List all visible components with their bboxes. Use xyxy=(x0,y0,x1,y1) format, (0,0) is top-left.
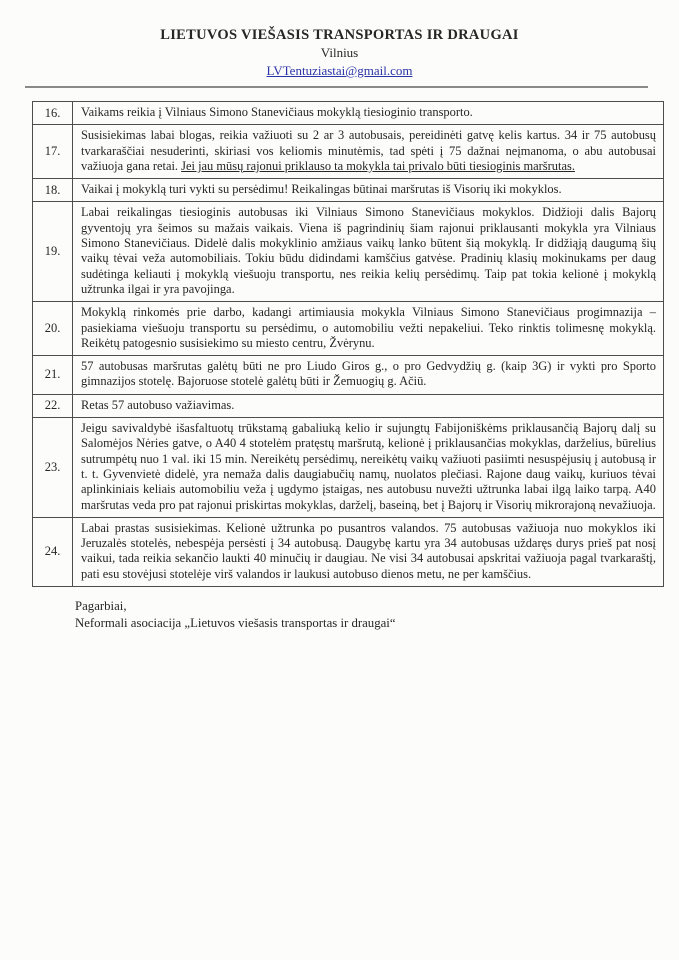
table-row xyxy=(33,418,664,518)
row-text-cell xyxy=(73,125,664,179)
row-text-cell xyxy=(73,102,664,125)
signature-block xyxy=(75,598,679,632)
document-header xyxy=(0,0,679,79)
document-subtitle: Vilnius xyxy=(320,45,359,60)
row-text-cell xyxy=(73,517,664,586)
row-number-cell: 24. xyxy=(33,517,73,586)
row-number-cell: 18. xyxy=(33,179,73,202)
row-number-cell: 22. xyxy=(33,394,73,417)
table-row xyxy=(33,102,664,125)
row-number-cell: 16. xyxy=(33,102,73,125)
row-text-cell xyxy=(73,418,664,518)
text-segment: Vaikams reikia į Vilniaus Simono Stanevičiaus mokyklą tiesioginio transporto. xyxy=(81,105,473,119)
row-number-cell: 17. xyxy=(33,125,73,179)
row-text-cell xyxy=(73,302,664,356)
email-link[interactable]: LVTentuziastai@gmail.com xyxy=(266,63,413,78)
feedback-table-body xyxy=(33,102,664,587)
row-number-cell: 21. xyxy=(33,356,73,395)
row-text-cell xyxy=(73,394,664,417)
table-row xyxy=(33,394,664,417)
table-row xyxy=(33,356,664,395)
text-segment: Mokyklą rinkomės prie darbo, kadangi artimiausia mokykla Vilniaus Simono Stanevičiaus progimnazija – pasiekiama viešuoju transportu su persėdimu, o automobiliu vežti nepakeliui. Teko rinktis tolimesnę mokyklą. Reikėtų patogesnio susisiekimo su miesto centru, Žvėrynu. xyxy=(81,305,656,350)
text-segment: Susisiekimas labai blogas, reikia važiuoti su 2 ar 3 autobusais, pereidinėti gatvę kelis kartus. 34 ir 75 autobusų tvarkaraščiai nesuderinti, skiriasi vos keliomis minutėmis, tad spėti į 75 dažnai neįmanoma, o abu autobusai važiuoja gana retai. xyxy=(81,128,656,173)
table-row xyxy=(33,179,664,202)
row-text-cell xyxy=(73,202,664,302)
table-row xyxy=(33,125,664,179)
text-segment: Jeigu savivaldybė išasfaltuotų trūkstamą gabaliuką kelio ir sujungtų Fabijoniškėms priklausančią Bajorų dalį su Salomėjos Nėries gatve, o A40 4 stotelėm pratęstų maršrutą, kelionė į priklausančias mokyklas, darželius, būrelius sutrumpėtų nuo 1 val. iki 15 min. Nereikėtų persėdimų, nereikėtų vaikų važiuoti pasiimti nesuspėjusių į autobusą ir t. t. Gyvenvietė didelė, yra nemaža dalis daugiabučių namų, nuolatos plečiasi. Rajone daug vaikų, kuriuos tėvai aplinkiniais keliais automobiliu veža į ugdymo įstaigas, nes autobusu nuvežti užtrunka labai ilgą laiko tarpą. A40 maršrutas veda pro pat rajonui priskirtas mokyklas, darželį, baseiną, bet į Bajorų ir Visorių mikrorajoną nevažiuoja. xyxy=(81,421,656,512)
table-row xyxy=(33,517,664,586)
signature-closing: Pagarbiai, xyxy=(75,599,127,614)
email-line xyxy=(0,63,679,79)
feedback-table xyxy=(32,101,664,587)
text-segment: Labai reikalingas tiesioginis autobusas iki Vilniaus Simono Stanevičiaus mokyklos. Didžioji dalis Bajorų gyventojų yra šeimos su mažais vaikais. Viena iš pagrindinių šiam rajonui priklausanti mokykla yra Vilniaus Simono Stanevičiaus. Didelė dalis mokyklinio amžiaus vaikų lanko būtent šią mokyklą. Ir didžiąją daugumą šių vaikų tėvai veža automobiliais. Tokiu būdu didindami kamščius gatvėse. Pradinių klasių mokinukams per daug sudėtinga keliauti į mokyklą viešuoju transportu, nes reikia kelių persėdimų. Taip pat tokia kelionė į mokyklą užtrunka ilgai ir yra pavojinga. xyxy=(81,205,656,296)
row-text-cell xyxy=(73,356,664,395)
header-divider xyxy=(25,86,648,88)
text-segment: Vaikai į mokyklą turi vykti su persėdimu! Reikalingas būtinai maršrutas iš Visorių iki mokyklos. xyxy=(81,182,562,197)
underlined-text-segment: Jei jau mūsų rajonui priklauso ta mokykla tai privalo būti tiesioginis maršrutas. xyxy=(181,158,575,173)
text-segment: 57 autobusas maršrutas galėtų būti ne pro Liudo Giros g., o pro Gedvydžių g. (kaip 3G) ir vykti pro Sporto gimnazijos stotelę. Bajoruose stotelė galėtų būti ir Žemuogių g. Ačiū. xyxy=(81,359,656,389)
table-row xyxy=(33,202,664,302)
page-title: LIETUVOS VIEŠASIS TRANSPORTAS IR DRAUGAI xyxy=(160,27,519,43)
row-number-cell: 20. xyxy=(33,302,73,356)
row-text-cell xyxy=(73,179,664,202)
table-row xyxy=(33,302,664,356)
text-segment: Labai prastas susisiekimas. Kelionė užtrunka po pusantros valandos. 75 autobusas važiuoja nuo mokyklos iki Jeruzalės stotelės, nebespėja persėsti į 34 autobusą. Daugybę kartu yra 34 autobusas uždaręs durys prieš pat nosį vaikui, tada reikia sekančio laukti 40 minučių ir daugiau. Ne visi 34 autobusai apskritai važiuoja pagal tvarkaraštį, pati esu stovėjusi stotelėje virš valandos ir laukusi autobuso dienos metu, ne per kamščius. xyxy=(81,520,656,581)
row-number-cell: 23. xyxy=(33,418,73,518)
text-segment: Retas 57 autobuso važiavimas. xyxy=(81,397,235,412)
row-number-cell: 19. xyxy=(33,202,73,302)
signature-organization: Neformali asociacija „Lietuvos viešasis transportas ir draugai“ xyxy=(75,616,396,631)
